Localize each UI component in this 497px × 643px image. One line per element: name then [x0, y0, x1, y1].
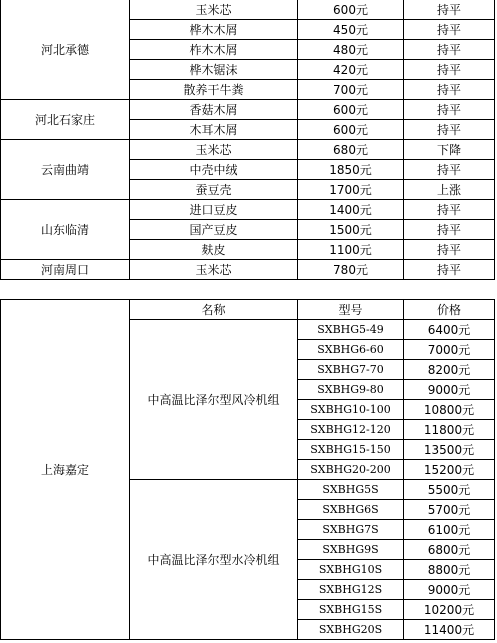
product-cell: 玉米芯: [130, 0, 298, 20]
model-cell: SXBHG10S: [298, 560, 404, 580]
product-cell: 玉米芯: [130, 260, 298, 280]
price-cell: 600元: [298, 100, 404, 120]
price-cell: 9000元: [404, 380, 495, 400]
price-cell: 700元: [298, 80, 404, 100]
price-cell: 11400元: [404, 620, 495, 640]
trend-cell: 持平: [404, 220, 495, 240]
price-table-regional-body: [1, 0, 495, 280]
product-cell: 进口豆皮: [130, 200, 298, 220]
table-row: [1, 260, 495, 280]
model-cell: SXBHG7-70: [298, 360, 404, 380]
trend-cell: 持平: [404, 80, 495, 100]
model-cell: SXBHG7S: [298, 520, 404, 540]
model-cell: SXBHG5-49: [298, 320, 404, 340]
price-cell: 6400元: [404, 320, 495, 340]
price-cell: 5700元: [404, 500, 495, 520]
price-table-refrigeration: [0, 299, 495, 640]
header-row: [1, 300, 495, 320]
price-cell: 1500元: [298, 220, 404, 240]
price-cell: 6800元: [404, 540, 495, 560]
trend-cell: 持平: [404, 0, 495, 20]
region-cell: 河北承德: [1, 0, 130, 100]
product-name-cell: 中高温比泽尔型风冷机组: [130, 320, 298, 480]
product-cell: 中壳中绒: [130, 160, 298, 180]
product-cell: 国产豆皮: [130, 220, 298, 240]
model-cell: SXBHG10-100: [298, 400, 404, 420]
region-cell: 河北石家庄: [1, 100, 130, 140]
price-cell: 10200元: [404, 600, 495, 620]
price-cell: 7000元: [404, 340, 495, 360]
header-price: 价格: [404, 300, 495, 320]
model-cell: SXBHG20S: [298, 620, 404, 640]
price-cell: 780元: [298, 260, 404, 280]
product-cell: 桦木锯沫: [130, 60, 298, 80]
price-cell: 680元: [298, 140, 404, 160]
product-cell: 散养干牛粪: [130, 80, 298, 100]
product-cell: 木耳木屑: [130, 120, 298, 140]
region-cell: 山东临清: [1, 200, 130, 260]
price-cell: 6100元: [404, 520, 495, 540]
price-cell: 5500元: [404, 480, 495, 500]
price-cell: 420元: [298, 60, 404, 80]
table-row: [1, 200, 495, 220]
product-name-cell: 中高温比泽尔型水冷机组: [130, 480, 298, 640]
trend-cell: 持平: [404, 120, 495, 140]
table-row: [1, 0, 495, 20]
price-cell: 1850元: [298, 160, 404, 180]
price-cell: 8800元: [404, 560, 495, 580]
price-cell: 1100元: [298, 240, 404, 260]
price-cell: 8200元: [404, 360, 495, 380]
trend-cell: 下降: [404, 140, 495, 160]
price-cell: 10800元: [404, 400, 495, 420]
model-cell: SXBHG6S: [298, 500, 404, 520]
trend-cell: 持平: [404, 20, 495, 40]
table-row: [1, 100, 495, 120]
trend-cell: 持平: [404, 160, 495, 180]
model-cell: SXBHG9-80: [298, 380, 404, 400]
trend-cell: 持平: [404, 200, 495, 220]
product-cell: 香菇木屑: [130, 100, 298, 120]
region-cell: 河南周口: [1, 260, 130, 280]
product-cell: 麸皮: [130, 240, 298, 260]
model-cell: SXBHG12-120: [298, 420, 404, 440]
price-table-refrigeration-body: [1, 300, 495, 640]
trend-cell: 持平: [404, 260, 495, 280]
trend-cell: 上涨: [404, 180, 495, 200]
model-cell: SXBHG6-60: [298, 340, 404, 360]
product-cell: 柞木木屑: [130, 40, 298, 60]
header-name: 名称: [130, 300, 298, 320]
trend-cell: 持平: [404, 240, 495, 260]
product-cell: 玉米芯: [130, 140, 298, 160]
trend-cell: 持平: [404, 60, 495, 80]
price-cell: 13500元: [404, 440, 495, 460]
price-cell: 600元: [298, 120, 404, 140]
price-cell: 450元: [298, 20, 404, 40]
price-cell: 480元: [298, 40, 404, 60]
price-cell: 11800元: [404, 420, 495, 440]
model-cell: SXBHG15-150: [298, 440, 404, 460]
trend-cell: 持平: [404, 40, 495, 60]
price-cell: 15200元: [404, 460, 495, 480]
model-cell: SXBHG5S: [298, 480, 404, 500]
price-cell: 600元: [298, 0, 404, 20]
price-cell: 9000元: [404, 580, 495, 600]
model-cell: SXBHG9S: [298, 540, 404, 560]
table-row: [1, 140, 495, 160]
model-cell: SXBHG12S: [298, 580, 404, 600]
region-cell: 云南曲靖: [1, 140, 130, 200]
price-table-regional: [0, 0, 495, 280]
header-model: 型号: [298, 300, 404, 320]
product-cell: 桦木木屑: [130, 20, 298, 40]
trend-cell: 持平: [404, 100, 495, 120]
model-cell: SXBHG20-200: [298, 460, 404, 480]
price-cell: 1400元: [298, 200, 404, 220]
region-cell: 上海嘉定: [1, 300, 130, 640]
product-cell: 蚕豆壳: [130, 180, 298, 200]
price-cell: 1700元: [298, 180, 404, 200]
model-cell: SXBHG15S: [298, 600, 404, 620]
